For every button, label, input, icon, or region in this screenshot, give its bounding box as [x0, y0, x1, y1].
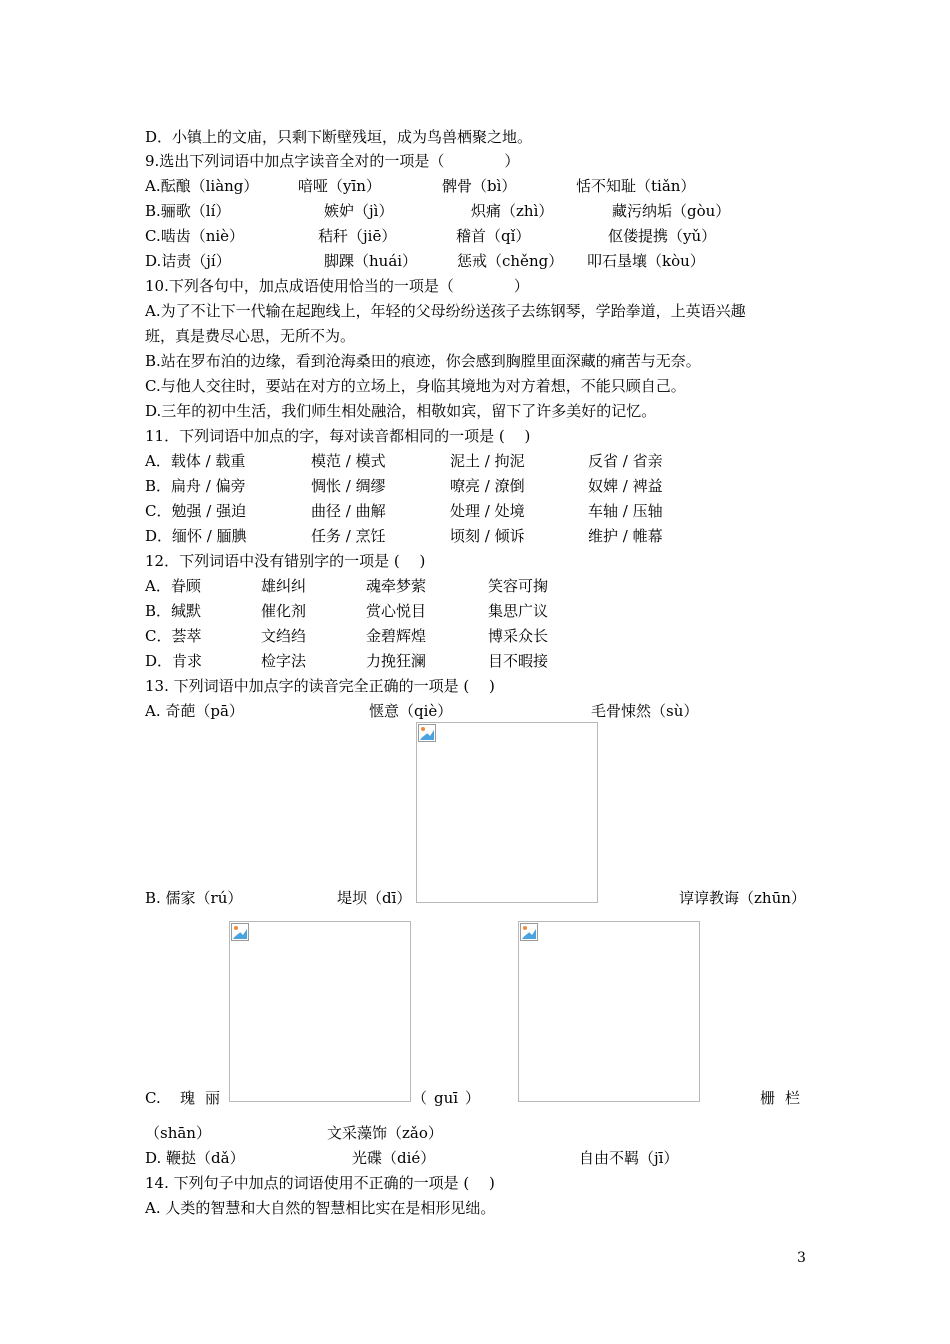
q12-a-3: 魂牵梦萦 [366, 577, 427, 595]
q12-a-4: 笑容可掬 [488, 577, 549, 595]
q13-d-1: D. 鞭挞（dǎ） [145, 1149, 245, 1167]
q9-c-3: 稽首（qǐ） [456, 227, 531, 245]
q11-c-3: 处理 / 处境 [450, 502, 525, 520]
q13-c-pinyin: guī [434, 1089, 459, 1107]
q12-b-1: B．缄默 [145, 602, 202, 620]
q10-option-a: A.为了不让下一代输在起跑线上，年轻的父母纷纷送孩子去练钢琴，学跆拳道，上英语兴趣 [145, 302, 746, 320]
q11-b-3: 嘹亮 / 潦倒 [450, 477, 525, 495]
q11-b-2: 惆怅 / 绸缪 [311, 477, 386, 495]
q13-stem: 13. 下列词语中加点字的读音完全正确的一项是 ( ) [145, 677, 495, 695]
q9-stem: 9.选出下列词语中加点字读音全对的一项是（ ） [145, 152, 520, 170]
q9-d-3: 惩戒（chěng） [457, 252, 564, 270]
q11-c-4: 车轴 / 压轴 [588, 502, 663, 520]
q12-c-3: 金碧辉煌 [366, 627, 427, 645]
q10-stem: 10.下列各句中，加点成语使用恰当的一项是（ ） [145, 277, 529, 295]
q11-d-2: 任务 / 烹饪 [311, 527, 386, 545]
q13-c-char-4: 栏 [785, 1089, 801, 1107]
broken-image-icon [231, 923, 249, 941]
q10-option-a-cont: 班，真是费尽心思，无所不为。 [145, 327, 356, 345]
q10-option-b: B.站在罗布泊的边缘，看到沧海桑田的痕迹，你会感到胸膛里面深藏的痛苦与无奈。 [145, 352, 701, 370]
q9-c-4: 伛偻提携（yǔ） [608, 227, 717, 245]
q13-c-label: C. [145, 1089, 161, 1107]
q12-d-2: 检字法 [261, 652, 307, 670]
q12-b-4: 集思广议 [488, 602, 549, 620]
q12-a-1: A．眷顾 [145, 577, 201, 595]
q13-d-3: 自由不羁（jī） [579, 1149, 679, 1167]
q11-a-3: 泥土 / 拘泥 [450, 452, 525, 470]
q12-c-2: 文绉绉 [261, 627, 307, 645]
q9-b-4: 藏污纳垢（gòu） [612, 202, 731, 220]
q12-a-2: 雄纠纠 [261, 577, 307, 595]
q9-c-1: C.啮齿（niè） [145, 227, 245, 245]
q9-c-2: 秸秆（jiē） [318, 227, 397, 245]
q9-b-1: B.骊歌（lí） [145, 202, 231, 220]
q9-b-2: 嫉妒（jì） [324, 202, 394, 220]
q13-b-2: 堤坝（dī） [337, 889, 412, 907]
q11-d-4: 维护 / 帷幕 [588, 527, 663, 545]
q13-c-paren-open: （ [412, 1089, 428, 1107]
q12-d-1: D．肯求 [145, 652, 203, 670]
q9-d-4: 叩石垦壤（kòu） [587, 252, 705, 270]
q12-c-1: C．荟萃 [145, 627, 202, 645]
q9-d-1: D.诘责（jí） [145, 252, 231, 270]
q12-stem: 12．下列词语中没有错别字的一项是 ( ) [145, 552, 426, 570]
broken-image-placeholder [416, 722, 598, 903]
q11-c-2: 曲径 / 曲解 [311, 502, 386, 520]
q13-c-char-1: 瑰 [180, 1089, 196, 1107]
q12-d-3: 力挽狂澜 [366, 652, 427, 670]
q12-b-3: 赏心悦目 [366, 602, 427, 620]
q10-option-d: D.三年的初中生活，我们师生相处融洽，相敬如宾，留下了许多美好的记忆。 [145, 402, 657, 420]
q9-d-2: 脚踝（huái） [324, 252, 418, 270]
q14-stem: 14. 下列句子中加点的词语使用不正确的一项是 ( ) [145, 1174, 495, 1192]
q13-a-2: 惬意（qiè） [369, 702, 453, 720]
q13-c-char-2: 丽 [205, 1089, 221, 1107]
q9-a-2: 喑哑（yīn） [298, 177, 381, 195]
q12-c-4: 博采众长 [488, 627, 549, 645]
q9-a-4: 恬不知耻（tiǎn） [576, 177, 696, 195]
page-number: 3 [797, 1250, 806, 1266]
q13-b-3: 谆谆教诲（zhūn） [679, 889, 806, 907]
q12-d-4: 目不暇接 [488, 652, 549, 670]
q9-a-3: 髀骨（bì） [442, 177, 517, 195]
q11-stem: 11．下列词语中加点的字，每对读音都相同的一项是 ( ) [145, 427, 531, 445]
q10-option-c: C.与他人交往时，要站在对方的立场上，身临其境地为对方着想，不能只顾自己。 [145, 377, 686, 395]
q13-a-3: 毛骨悚然（sù） [591, 702, 699, 720]
broken-image-icon [520, 923, 538, 941]
q11-c-1: C．勉强 / 强迫 [145, 502, 247, 520]
q13-c-paren-close: ） [465, 1089, 481, 1107]
q11-a-1: A．载体 / 载重 [145, 452, 246, 470]
q11-d-3: 顷刻 / 倾诉 [450, 527, 525, 545]
q11-b-4: 奴婢 / 裨益 [588, 477, 663, 495]
q11-a-2: 模范 / 模式 [311, 452, 386, 470]
q11-a-4: 反省 / 省亲 [588, 452, 663, 470]
q13-c-char-3: 栅 [760, 1089, 776, 1107]
q8-option-d: D．小镇上的文庙，只剩下断壁残垣，成为鸟兽栖聚之地。 [145, 128, 533, 146]
q14-option-a: A. 人类的智慧和大自然的智慧相比实在是相形见绌。 [145, 1199, 496, 1217]
q13-d-2: 光碟（dié） [352, 1149, 436, 1167]
broken-image-placeholder [518, 921, 700, 1102]
q11-b-1: B．扁舟 / 偏旁 [145, 477, 246, 495]
q9-a-1: A.酝酿（liàng） [145, 177, 259, 195]
q13-a-1: A. 奇葩（pā） [145, 702, 244, 720]
q9-b-3: 炽痛（zhì） [471, 202, 554, 220]
q13-c-2-1: （shān） [145, 1124, 211, 1142]
broken-image-icon [418, 724, 436, 742]
broken-image-placeholder [229, 921, 411, 1102]
q12-b-2: 催化剂 [261, 602, 307, 620]
q11-d-1: D．缅怀 / 腼腆 [145, 527, 247, 545]
q13-c-2-2: 文采藻饰（zǎo） [327, 1124, 443, 1142]
q13-b-1: B. 儒家（rú） [145, 889, 243, 907]
